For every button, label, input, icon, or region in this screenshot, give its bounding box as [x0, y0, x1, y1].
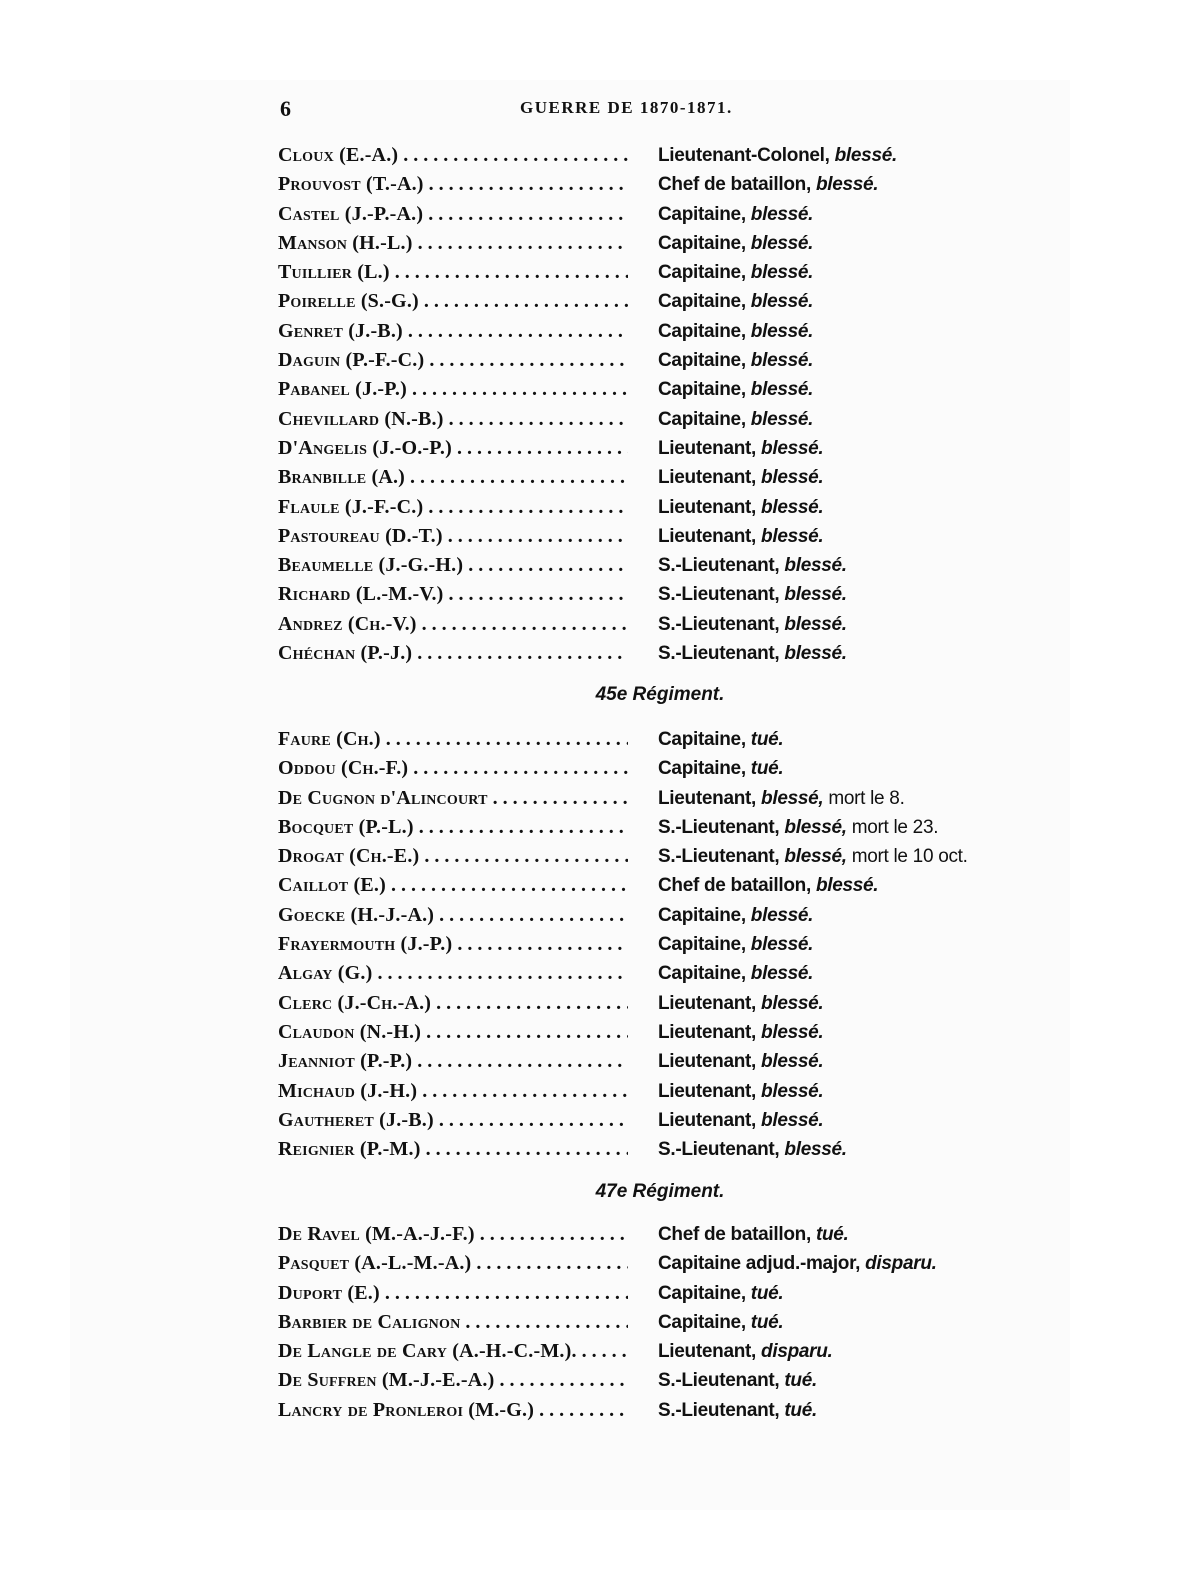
- rank-status: [658, 1135, 847, 1164]
- officer-name: Bocquet (P.-L.) . . .: [278, 813, 628, 842]
- note: mort le 8.: [828, 787, 905, 809]
- rank: Capitaine,: [658, 350, 746, 372]
- rank: Capitaine,: [658, 729, 746, 750]
- rank: Capitaine,: [658, 408, 746, 430]
- rank-status: [658, 287, 813, 316]
- status: blessé.: [761, 525, 824, 547]
- officer-name: Algay (G.) . . .: [278, 959, 628, 988]
- rank-status: [658, 141, 897, 170]
- list-item: [278, 200, 1038, 229]
- status: disparu.: [865, 1253, 937, 1275]
- list-item: [278, 639, 1038, 668]
- officer-name: De Langle de Cary (A.-H.-C.-M.). . . .: [278, 1337, 628, 1366]
- rank: Lieutenant,: [658, 787, 757, 809]
- list-item: [278, 1135, 1038, 1164]
- status: blessé.: [750, 934, 814, 956]
- status: blessé.: [750, 963, 814, 985]
- status: blessé.: [750, 291, 814, 313]
- status: blessé.: [834, 145, 897, 166]
- status: tué.: [750, 758, 784, 780]
- rank: Capitaine,: [658, 320, 746, 342]
- officer-name: Andrez (Ch.-V.) . . .: [278, 610, 628, 639]
- rank-status: [658, 1279, 783, 1308]
- rank: S.-Lieutenant,: [658, 846, 780, 868]
- rank: Capitaine,: [658, 203, 746, 225]
- list-item: [278, 1366, 1038, 1395]
- list-item: [278, 170, 1038, 199]
- rank-status: [658, 1106, 823, 1135]
- status: blessé.: [761, 992, 824, 1014]
- rank-status: [658, 842, 968, 871]
- officer-name: Duport (E.) . . .: [278, 1279, 628, 1308]
- list-item: [278, 258, 1038, 287]
- officer-name: Lancry de Pronleroi (M.-G.) . . .: [278, 1396, 628, 1425]
- rank: Lieutenant,: [658, 1051, 757, 1073]
- officer-name: Oddou (Ch.-F.) . . .: [278, 754, 628, 783]
- list-item: [278, 463, 1038, 492]
- status: blessé,: [784, 846, 847, 868]
- status: blessé.: [784, 643, 847, 665]
- status: disparu.: [761, 1341, 833, 1363]
- rank: S.-Lieutenant,: [658, 643, 780, 665]
- status: blessé,: [761, 787, 824, 809]
- list-item: [278, 784, 1038, 813]
- page-number: 6: [280, 96, 291, 121]
- list-item: [278, 871, 1038, 900]
- list-item: [278, 1018, 1038, 1047]
- officer-name: Chevillard (N.-B.) . . .: [278, 405, 628, 434]
- rank-status: [658, 1366, 817, 1395]
- rank: Lieutenant-Colonel,: [658, 145, 830, 166]
- status: blessé.: [784, 555, 847, 577]
- note: mort le 23.: [851, 816, 939, 838]
- note: mort le 10 oct.: [851, 846, 968, 868]
- officer-name: De Suffren (M.-J.-E.-A.) . . .: [278, 1366, 628, 1395]
- rank-status: [658, 813, 938, 842]
- list-item: [278, 1249, 1038, 1278]
- rank-status: [658, 229, 813, 258]
- rank-status: [658, 1077, 823, 1106]
- list-item: [278, 287, 1038, 316]
- list-item: [278, 959, 1038, 988]
- rank-status: [658, 1396, 817, 1425]
- status: blessé.: [761, 1109, 824, 1131]
- officer-name: Beaumelle (J.-G.-H.) . . .: [278, 551, 628, 580]
- rank-status: [658, 725, 783, 754]
- rank: S.-Lieutenant,: [658, 555, 780, 577]
- rank-status: [658, 434, 823, 463]
- officer-name: Castel (J.-P.-A.) . . .: [278, 200, 628, 229]
- rank-status: [658, 930, 813, 959]
- officer-name: Clerc (J.-Ch.-A.) . . .: [278, 989, 628, 1018]
- status: blessé.: [761, 437, 824, 459]
- status: blessé.: [750, 379, 814, 401]
- rank: Capitaine adjud.-major,: [658, 1253, 861, 1275]
- list-item: [278, 1047, 1038, 1076]
- rank: Lieutenant,: [658, 496, 757, 518]
- status: tué.: [784, 1399, 817, 1421]
- rank: Capitaine,: [658, 758, 746, 780]
- rank: Capitaine,: [658, 963, 746, 985]
- rank-status: [658, 871, 878, 900]
- officer-name: Poirelle (S.-G.) . . .: [278, 287, 628, 316]
- status: blessé.: [761, 1080, 824, 1102]
- rank-status: [658, 580, 847, 609]
- rank: Lieutenant,: [658, 467, 757, 489]
- list-item: [278, 1337, 1038, 1366]
- page-header: [280, 96, 940, 124]
- list-item: [278, 551, 1038, 580]
- rank-status: [658, 346, 813, 375]
- status: tué.: [815, 1224, 849, 1245]
- rank-status: [658, 1337, 833, 1366]
- rank-status: [658, 1220, 849, 1249]
- status: blessé.: [761, 1021, 824, 1043]
- officer-name: Claudon (N.-H.) . . .: [278, 1018, 628, 1047]
- status: blessé.: [761, 467, 824, 489]
- status: tué.: [750, 1282, 784, 1304]
- regiment-heading-45: 45e Régiment.: [595, 684, 725, 705]
- casualty-list-section-1: [278, 141, 1038, 668]
- rank: S.-Lieutenant,: [658, 1399, 780, 1421]
- rank: Capitaine,: [658, 904, 746, 926]
- officer-name: Drogat (Ch.-E.) . . .: [278, 842, 628, 871]
- rank: Capitaine,: [658, 262, 746, 284]
- rank: Capitaine,: [658, 379, 746, 401]
- list-item: [278, 1077, 1038, 1106]
- list-item: [278, 725, 1038, 754]
- officer-name: Branbille (A.) . . .: [278, 463, 628, 492]
- list-item: [278, 346, 1038, 375]
- officer-name: Gautheret (J.-B.) . . .: [278, 1106, 628, 1135]
- list-item: [278, 901, 1038, 930]
- status: blessé.: [750, 320, 814, 342]
- status: blessé.: [815, 875, 879, 897]
- officer-name: Flaule (J.-F.-C.) . . .: [278, 493, 628, 522]
- rank: Capitaine,: [658, 934, 746, 956]
- officer-name: Manson (H.-L.) . . .: [278, 229, 628, 258]
- rank: S.-Lieutenant,: [658, 584, 780, 606]
- rank-status: [658, 901, 813, 930]
- officer-name: Jeanniot (P.-P.) . . .: [278, 1047, 628, 1076]
- list-item: [278, 580, 1038, 609]
- status: blessé.: [761, 496, 824, 518]
- rank-status: [658, 1047, 823, 1076]
- list-item: [278, 317, 1038, 346]
- officer-name: Pastoureau (D.-T.) . . .: [278, 522, 628, 551]
- rank: Lieutenant,: [658, 437, 757, 459]
- rank-status: [658, 551, 847, 580]
- list-item: [278, 754, 1038, 783]
- status: blessé.: [750, 262, 814, 284]
- status: blessé.: [750, 203, 814, 225]
- status: blessé.: [750, 408, 814, 430]
- officer-name: Michaud (J.-H.) . . .: [278, 1077, 628, 1106]
- list-item: [278, 1279, 1038, 1308]
- casualty-list-45e-regiment: [278, 725, 1038, 1164]
- status: blessé.: [761, 1051, 824, 1073]
- rank: Lieutenant,: [658, 1021, 757, 1043]
- rank-status: [658, 170, 878, 199]
- rank: S.-Lieutenant,: [658, 1139, 780, 1161]
- rank: S.-Lieutenant,: [658, 1370, 780, 1392]
- status: blessé.: [784, 584, 847, 606]
- list-item: [278, 1106, 1038, 1135]
- status: blessé.: [784, 613, 847, 635]
- list-item: [278, 434, 1038, 463]
- officer-name: Frayermouth (J.-P.) . . .: [278, 930, 628, 959]
- rank-status: [658, 405, 813, 434]
- list-item: [278, 610, 1038, 639]
- rank: Chef de bataillon,: [658, 875, 811, 897]
- status: blessé.: [750, 232, 814, 254]
- officer-name: Goecke (H.-J.-A.) . . .: [278, 901, 628, 930]
- officer-name: De Ravel (M.-A.-J.-F.) . . .: [278, 1220, 628, 1249]
- rank: Lieutenant,: [658, 1341, 757, 1363]
- officer-name: D'Angelis (J.-O.-P.) . . .: [278, 434, 628, 463]
- list-item: [278, 1308, 1038, 1337]
- officer-name: Genret (J.-B.) . . .: [278, 317, 628, 346]
- rank-status: [658, 1249, 937, 1278]
- officer-name: Chéchan (P.-J.) . . .: [278, 639, 628, 668]
- officer-name: Pasquet (A.-L.-M.-A.) . . .: [278, 1249, 628, 1278]
- rank: S.-Lieutenant,: [658, 613, 780, 635]
- casualty-list-47e-regiment: [278, 1220, 1038, 1425]
- officer-name: Reignier (P.-M.) . . .: [278, 1135, 628, 1164]
- list-item: [278, 1220, 1038, 1249]
- rank: Lieutenant,: [658, 992, 757, 1014]
- officer-name: Prouvost (T.-A.) . . .: [278, 170, 628, 199]
- rank: Chef de bataillon,: [658, 174, 811, 196]
- status: blessé.: [750, 350, 814, 372]
- list-item: [278, 493, 1038, 522]
- rank-status: [658, 258, 813, 287]
- officer-name: De Cugnon d'Alincourt . . .: [278, 784, 628, 813]
- rank: Lieutenant,: [658, 525, 757, 547]
- rank: S.-Lieutenant,: [658, 816, 780, 838]
- list-item: [278, 405, 1038, 434]
- rank-status: [658, 784, 905, 813]
- list-item: [278, 1396, 1038, 1425]
- status: tué.: [750, 729, 784, 750]
- officer-name: Tuillier (L.) . . .: [278, 258, 628, 287]
- officer-name: Barbier de Calignon . . .: [278, 1308, 628, 1337]
- officer-name: Faure (Ch.) . . .: [278, 725, 628, 754]
- list-item: [278, 930, 1038, 959]
- rank-status: [658, 375, 813, 404]
- rank: Capitaine,: [658, 232, 746, 254]
- rank-status: [658, 317, 813, 346]
- rank-status: [658, 1018, 823, 1047]
- list-item: [278, 813, 1038, 842]
- rank: Capitaine,: [658, 1311, 746, 1333]
- list-item: [278, 989, 1038, 1018]
- rank: Capitaine,: [658, 1282, 746, 1304]
- rank-status: [658, 989, 823, 1018]
- officer-name: Pabanel (J.-P.) . . .: [278, 375, 628, 404]
- rank-status: [658, 1308, 783, 1337]
- rank: Chef de bataillon,: [658, 1224, 811, 1245]
- rank-status: [658, 522, 823, 551]
- list-item: [278, 522, 1038, 551]
- list-item: [278, 141, 1038, 170]
- status: blessé.: [784, 1139, 847, 1161]
- list-item: [278, 229, 1038, 258]
- status: tué.: [784, 1370, 817, 1392]
- list-item: [278, 842, 1038, 871]
- rank-status: [658, 610, 847, 639]
- running-title: GUERRE DE 1870-1871.: [520, 98, 733, 117]
- rank-status: [658, 463, 823, 492]
- rank-status: [658, 200, 813, 229]
- rank-status: [658, 639, 847, 668]
- rank-status: [658, 493, 823, 522]
- status: blessé.: [750, 904, 814, 926]
- rank-status: [658, 959, 813, 988]
- status: blessé,: [784, 816, 847, 838]
- rank-status: [658, 754, 783, 783]
- regiment-heading-47: 47e Régiment.: [595, 1181, 725, 1202]
- rank: Capitaine,: [658, 291, 746, 313]
- officer-name: Daguin (P.-F.-C.) . . .: [278, 346, 628, 375]
- officer-name: Richard (L.-M.-V.) . . .: [278, 580, 628, 609]
- status: blessé.: [815, 174, 879, 196]
- rank: Lieutenant,: [658, 1109, 757, 1131]
- list-item: [278, 375, 1038, 404]
- status: tué.: [750, 1311, 784, 1333]
- rank: Lieutenant,: [658, 1080, 757, 1102]
- officer-name: Caillot (E.) . . .: [278, 871, 628, 900]
- officer-name: Cloux (E.-A.) . . .: [278, 141, 628, 170]
